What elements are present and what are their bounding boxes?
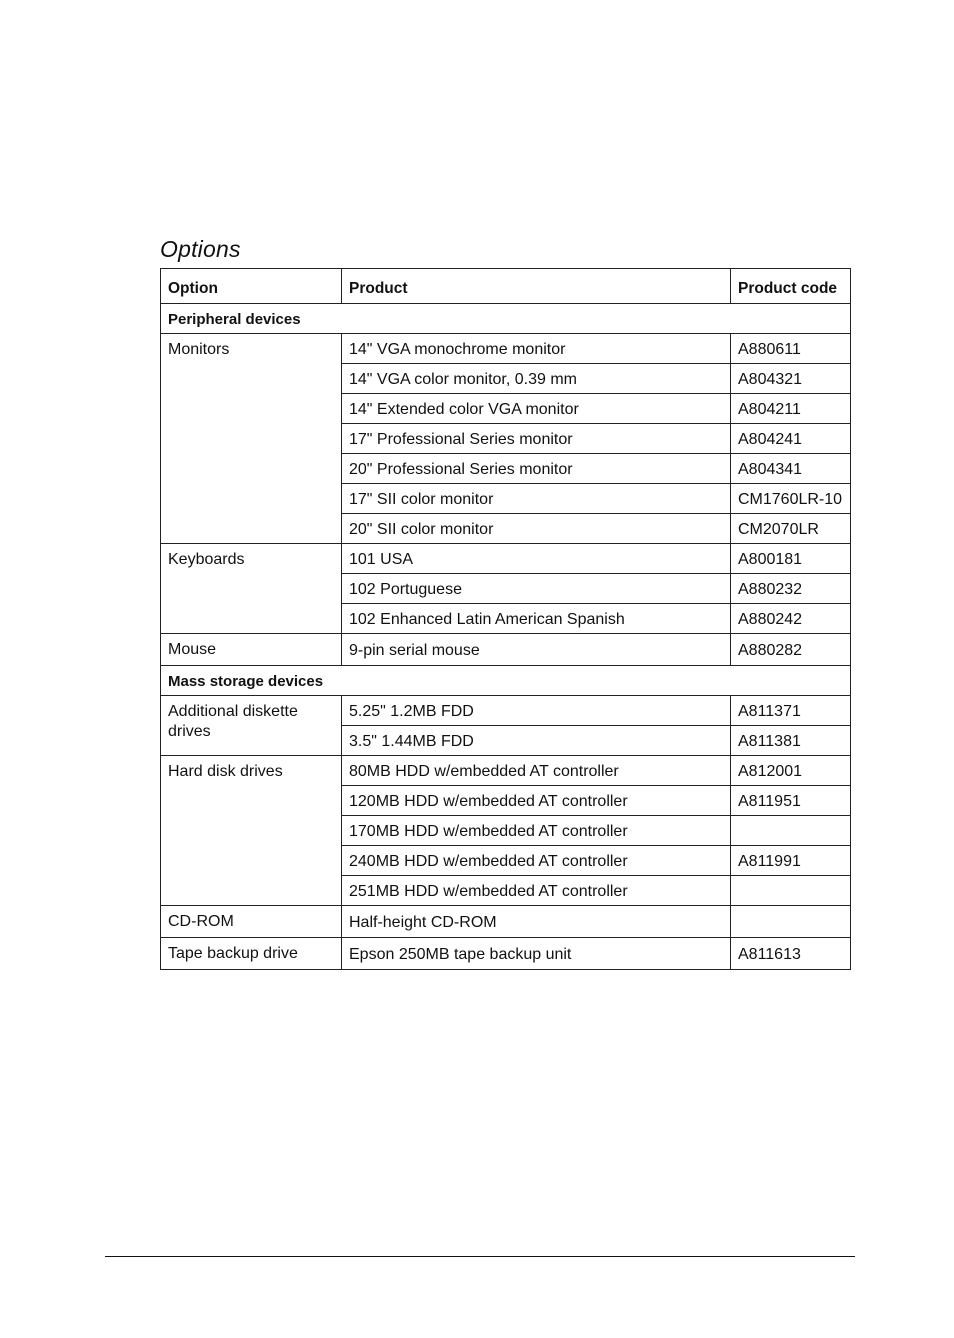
product-code: A811381 [731, 726, 851, 756]
product-name: 120MB HDD w/embedded AT controller [342, 786, 731, 816]
option-name: Hard disk drives [161, 756, 342, 906]
table-header-row [161, 269, 851, 304]
product-name: 14" VGA color monitor, 0.39 mm [342, 364, 731, 394]
product-code: A880282 [731, 634, 851, 666]
product-name: 240MB HDD w/embedded AT controller [342, 846, 731, 876]
product-code: A804241 [731, 424, 851, 454]
product-name: 14" Extended color VGA monitor [342, 394, 731, 424]
option-name: CD-ROM [161, 906, 342, 938]
header-product: Product [342, 269, 731, 304]
group-label: Mass storage devices [161, 666, 851, 696]
product-name: 251MB HDD w/embedded AT controller [342, 876, 731, 906]
product-code: A811951 [731, 786, 851, 816]
option-name: Monitors [161, 334, 342, 544]
options-table [160, 268, 851, 970]
product-code [731, 876, 851, 906]
header-option: Option [161, 269, 342, 304]
product-code: A804341 [731, 454, 851, 484]
group-row [161, 304, 851, 334]
product-code: A811991 [731, 846, 851, 876]
product-name: 102 Enhanced Latin American Spanish [342, 604, 731, 634]
option-name: Mouse [161, 634, 342, 666]
option-name: Tape backup drive [161, 938, 342, 970]
product-code: A804321 [731, 364, 851, 394]
table-row [161, 696, 851, 726]
table-row [161, 938, 851, 970]
group-row [161, 666, 851, 696]
product-name: 170MB HDD w/embedded AT controller [342, 816, 731, 846]
option-name: Keyboards [161, 544, 342, 634]
product-name: 20" SII color monitor [342, 514, 731, 544]
product-name: 80MB HDD w/embedded AT controller [342, 756, 731, 786]
product-name: Epson 250MB tape backup unit [342, 938, 731, 970]
product-name: 102 Portuguese [342, 574, 731, 604]
header-product-code: Product code [731, 269, 851, 304]
product-code: A800181 [731, 544, 851, 574]
table-row [161, 544, 851, 574]
options-table-body [161, 304, 851, 970]
product-name: 5.25" 1.2MB FDD [342, 696, 731, 726]
product-name: 20" Professional Series monitor [342, 454, 731, 484]
group-label: Peripheral devices [161, 304, 851, 334]
table-row [161, 906, 851, 938]
product-code: A880232 [731, 574, 851, 604]
table-row [161, 334, 851, 364]
product-code: A811613 [731, 938, 851, 970]
table-row [161, 756, 851, 786]
product-name: Half-height CD-ROM [342, 906, 731, 938]
product-name: 101 USA [342, 544, 731, 574]
product-code [731, 816, 851, 846]
product-code: A812001 [731, 756, 851, 786]
section-title: Options [160, 236, 241, 262]
product-code [731, 906, 851, 938]
product-code: A804211 [731, 394, 851, 424]
product-name: 17" SII color monitor [342, 484, 731, 514]
product-code: CM1760LR-10 [731, 484, 851, 514]
option-name: Additional diskette drives [161, 696, 342, 756]
product-code: A811371 [731, 696, 851, 726]
product-code: A880242 [731, 604, 851, 634]
product-code: CM2070LR [731, 514, 851, 544]
product-name: 14" VGA monochrome monitor [342, 334, 731, 364]
product-name: 3.5" 1.44MB FDD [342, 726, 731, 756]
product-code: A880611 [731, 334, 851, 364]
footer-rule [105, 1256, 855, 1257]
product-name: 9-pin serial mouse [342, 634, 731, 666]
table-row [161, 634, 851, 666]
product-name: 17" Professional Series monitor [342, 424, 731, 454]
